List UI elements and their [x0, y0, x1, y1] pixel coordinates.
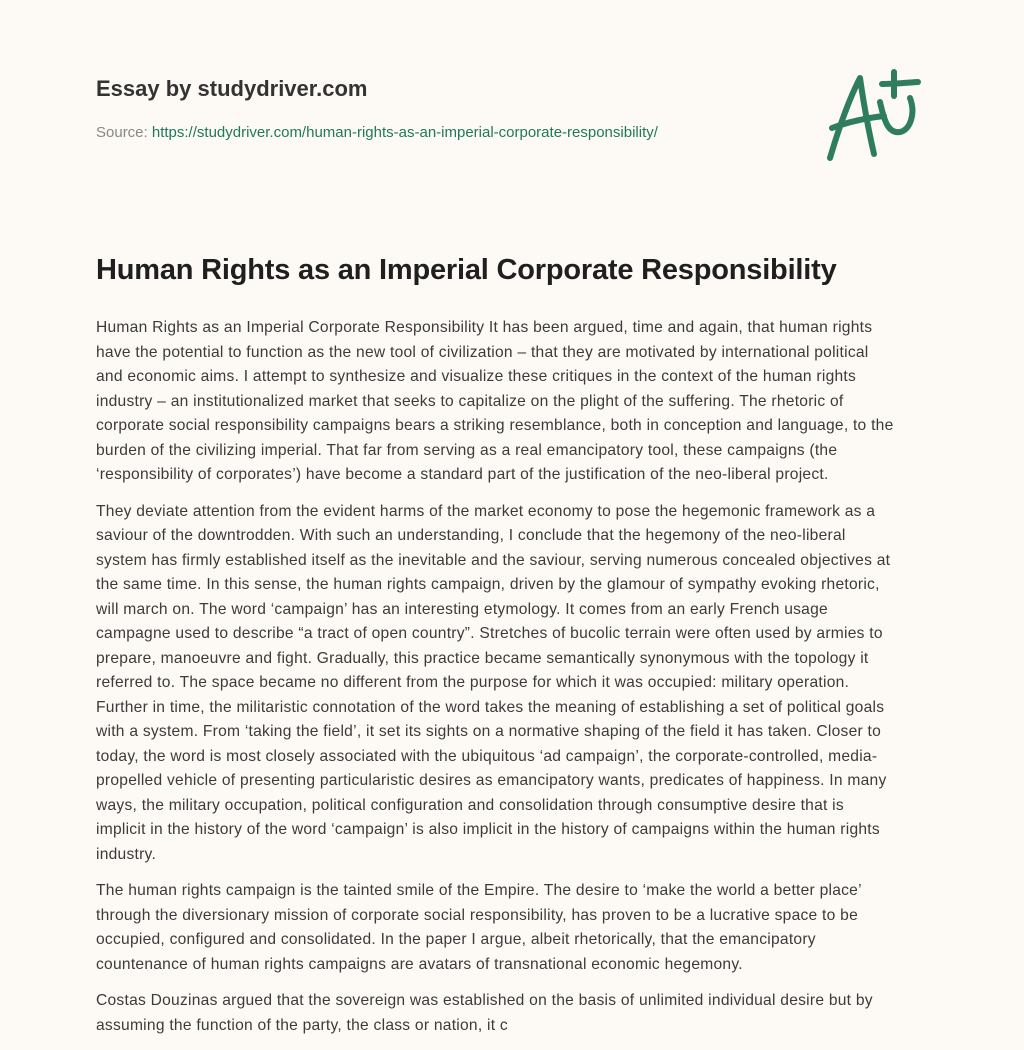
- paragraph-line: have the potential to function as the new tool of civilization – that they are motivated by international political: [96, 343, 869, 361]
- paragraph-line: and economic aims. I attempt to synthesize and visualize these critiques in the context of the human rights: [96, 368, 857, 385]
- paragraph-line: today, the word is most closely associated with the ubiquitous ‘ad campaign’, the corporate-controlled, media-: [96, 747, 878, 765]
- paragraph-line: the same time. In this sense, the human rights campaign, driven by the glamour of sympathy evoking rhetoric,: [96, 576, 880, 593]
- paragraph-line: The human rights campaign is the tainted smile of the Empire. The desire to ‘make the world a better place’: [96, 882, 862, 899]
- source-link[interactable]: https://studydriver.com/human-rights-as-an-imperial-corporate-responsibility/: [151, 124, 658, 141]
- article-title: Human Rights as an Imperial Corporate Responsibility: [96, 254, 837, 286]
- a-plus-logo-icon: [818, 66, 928, 166]
- paragraph-line: assuming the function of the party, the class or nation, it c: [96, 1016, 508, 1034]
- paragraph-line: with a system. From ‘taking the field’, it set its sights on a normative shaping of the field it has taken. Closer to: [96, 723, 882, 740]
- paragraph-line: Further in time, the militaristic connotation of the word takes the meaning of establishing a set of political goals: [96, 698, 885, 716]
- paragraph-line: implicit in the history of the word ‘campaign’ is also implicit in the history of campaigns within the human rights: [96, 821, 880, 838]
- source-label: Source:: [96, 124, 152, 141]
- paragraph-line: Costas Douzinas argued that the sovereign was established on the basis of unlimited individual desire but by: [96, 992, 873, 1009]
- article-paragraph: [96, 879, 936, 977]
- paragraph-line: occupied, configured and consolidated. In the paper I argue, albeit rhetorically, that the emancipatory: [96, 931, 816, 948]
- paragraph-line: saviour of the downtrodden. With such an understanding, I conclude that the hegemony of the neo-liberal: [96, 527, 846, 544]
- paragraph-line: They deviate attention from the evident harms of the market economy to pose the hegemonic framework as a: [96, 502, 876, 520]
- paragraph-line: burden of the civilizing imperial. That far from serving as a real emancipatory tool, these campaigns (the: [96, 441, 838, 459]
- paragraph-line: Human Rights as an Imperial Corporate Responsibility It has been argued, time and again, that human rights: [96, 319, 873, 336]
- paragraph-line: campagne used to describe “a tract of open country”. Stretches of bucolic terrain were often used by armies to: [96, 625, 883, 642]
- paragraph-line: ‘responsibility of corporates’) have become a standard part of the justification of the neo-liberal project.: [96, 466, 829, 483]
- paragraph-line: system has firmly established itself as the inevitable and the saviour, serving numerous concealed objectives at: [96, 551, 891, 569]
- paragraph-line: corporate social responsibility campaigns bears a striking resemblance, both in conception and language, to the: [96, 417, 894, 434]
- article-body: [96, 316, 936, 1050]
- paragraph-line: industry.: [96, 845, 157, 863]
- site-title: Essay by studydriver.com: [96, 76, 368, 101]
- article-paragraph: [96, 316, 936, 488]
- paragraph-line: through the diversionary mission of corporate social responsibility, has proven to be a lucrative space to be: [96, 906, 858, 924]
- paragraph-line: prepare, manoeuvre and fight. Gradually, this practice became semantically synonymous with the topology it: [96, 649, 869, 667]
- article-paragraph: [96, 500, 936, 868]
- paragraph-line: referred to. The space became no different from the purpose for which it was occupied: military operation.: [96, 674, 850, 691]
- paragraph-line: will march on. The word ‘campaign’ has an interesting etymology. It comes from an early French usage: [96, 600, 828, 618]
- article-paragraph: [96, 989, 936, 1038]
- source-line: [96, 124, 658, 141]
- paragraph-line: ways, the military occupation, political configuration and consolidation through consumptive desire that is: [96, 796, 844, 814]
- paragraph-line: countenance of human rights campaigns are avatars of transnational economic hegemony.: [96, 955, 743, 973]
- paragraph-line: industry – an institutionalized market that seeks to capitalize on the plight of the suffering. The rhetoric of: [96, 392, 844, 410]
- paragraph-line: propelled vehicle of presenting particularistic desires as emancipatory wants, predicates of happiness. In many: [96, 772, 887, 789]
